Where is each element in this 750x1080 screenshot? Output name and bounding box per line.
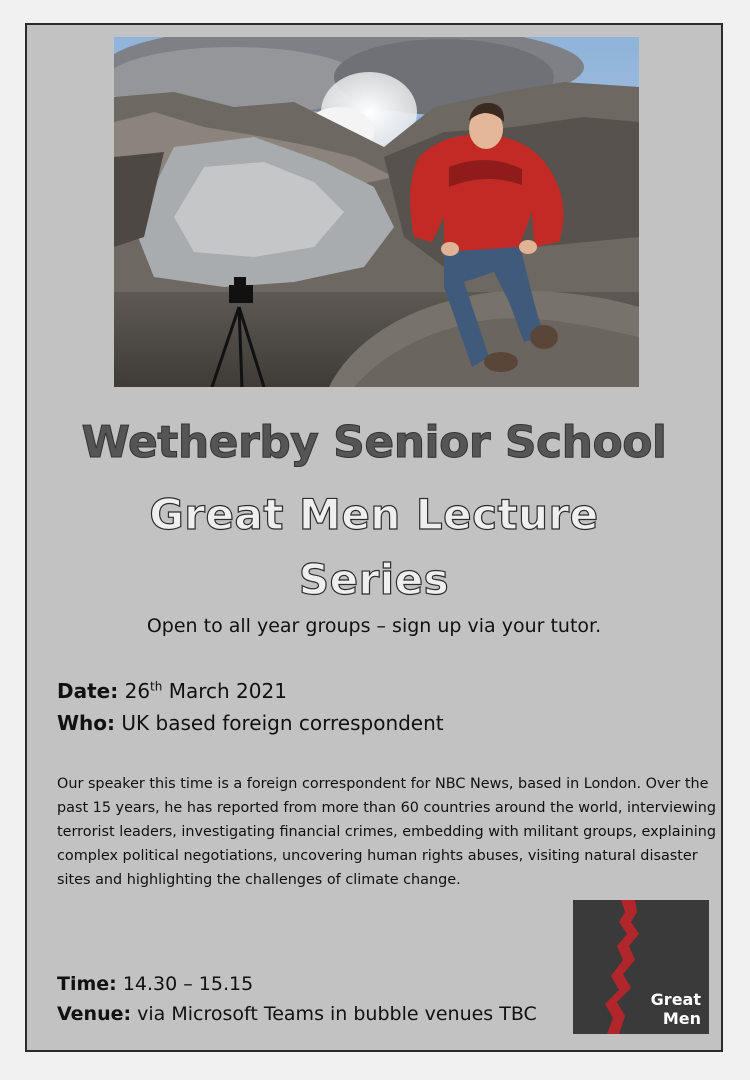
who-label: Who: xyxy=(57,711,116,735)
speaker-description: Our speaker this time is a foreign correspondent for NBC News, based in London. Over the past 15 years, he has reported from more than 60 countries around the world, interviewing terrorist leaders, investigating financial crimes, embedding with militant groups, explaining complex political negotiations, uncovering human rights abuses, visiting natural disaster sites and highlighting the challenges of climate change. xyxy=(57,776,716,888)
who-line xyxy=(57,711,444,735)
time-value: 14.30 – 15.15 xyxy=(122,973,254,995)
time-line xyxy=(57,973,253,995)
venue-label: Venue: xyxy=(57,1003,132,1025)
poster xyxy=(25,23,723,1052)
great-men-logo xyxy=(573,900,709,1034)
volcano-scene-image xyxy=(114,37,639,387)
school-title: Wetherby Senior School xyxy=(81,417,667,468)
time-label: Time: xyxy=(57,973,117,995)
date-rest: March 2021 xyxy=(168,679,287,703)
date-suffix: th xyxy=(150,679,163,694)
logo-line-1: Great xyxy=(650,990,701,1009)
date-line xyxy=(57,679,287,703)
speaker-photo xyxy=(114,37,639,387)
who-value: UK based foreign correspondent xyxy=(121,711,444,735)
logo-text xyxy=(651,990,701,1028)
signup-note: Open to all year groups – sign up via your tutor. xyxy=(146,615,602,637)
series-title-line-2: Series xyxy=(298,555,450,604)
date-day: 26 xyxy=(124,679,151,703)
logo-line-2: Men xyxy=(662,1009,701,1028)
series-title-line-1: Great Men Lecture xyxy=(149,490,599,539)
venue-value: via Microsoft Teams in bubble venues TBC xyxy=(137,1003,537,1025)
venue-line xyxy=(57,1003,537,1025)
date-label: Date: xyxy=(57,679,119,703)
lecture-series-title xyxy=(27,482,721,612)
